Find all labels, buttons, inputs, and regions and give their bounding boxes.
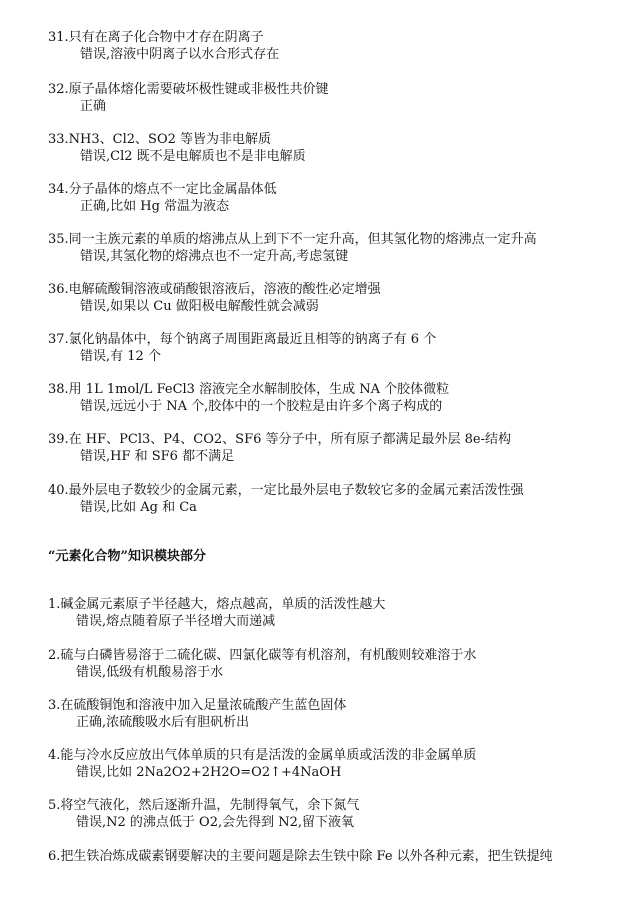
section-heading: “元素化合物”知识模块部分 bbox=[48, 549, 206, 564]
question-text: 32.原子晶体熔化需要破坏极性键或非极性共价键 bbox=[48, 82, 329, 97]
answer-text: 错误,如果以 Cu 做阳极电解酸性就会减弱 bbox=[80, 299, 319, 314]
question-text: 33.NH3、Cl2、SO2 等皆为非电解质 bbox=[48, 132, 271, 147]
question-text: 35.同一主族元素的单质的熔沸点从上到下不一定升高，但其氢化物的熔沸点一定升高 bbox=[48, 232, 537, 247]
answer-text: 错误,其氢化物的熔沸点也不一定升高,考虑氢键 bbox=[80, 249, 349, 264]
question-text: 36.电解硫酸铜溶液或硝酸银溶液后，溶液的酸性必定增强 bbox=[48, 282, 381, 297]
question-text: 6.把生铁冶炼成碳素钢要解决的主要问题是除去生铁中除 Fe 以外各种元素，把生铁提纯 bbox=[48, 849, 553, 864]
answer-text: 错误,熔点随着原子半径增大而递减 bbox=[76, 614, 276, 629]
answer-text: 错误,HF 和 SF6 都不满足 bbox=[80, 449, 235, 464]
answer-text: 正确 bbox=[80, 99, 107, 114]
question-text: 34.分子晶体的熔点不一定比金属晶体低 bbox=[48, 182, 277, 197]
question-text: 1.碱金属元素原子半径越大，熔点越高，单质的活泼性越大 bbox=[48, 597, 386, 612]
answer-text: 错误,远远小于 NA 个,胶体中的一个胶粒是由许多个离子构成的 bbox=[80, 399, 443, 414]
answer-text: 错误,比如 2Na2O2+2H2O=O2↑+4NaOH bbox=[76, 765, 342, 780]
answer-text: 正确,比如 Hg 常温为液态 bbox=[80, 199, 230, 214]
question-text: 3.在硫酸铜饱和溶液中加入足量浓硫酸产生蓝色固体 bbox=[48, 698, 347, 713]
question-text: 2.硫与白磷皆易溶于二硫化碳、四氯化碳等有机溶剂，有机酸则较难溶于水 bbox=[48, 648, 477, 663]
answer-text: 正确,浓硫酸吸水后有胆矾析出 bbox=[76, 715, 250, 730]
answer-text: 错误,Cl2 既不是电解质也不是非电解质 bbox=[80, 149, 306, 164]
question-text: 38.用 1L 1mol/L FeCl3 溶液完全水解制胶体，生成 NA 个胶体微粒 bbox=[48, 382, 450, 397]
question-text: 39.在 HF、PCl3、P4、CO2、SF6 等分子中，所有原子都满足最外层 8e-结构 bbox=[48, 432, 511, 447]
answer-text: 错误,低级有机酸易溶于水 bbox=[76, 665, 224, 680]
question-text: 4.能与冷水反应放出气体单质的只有是活泼的金属单质或活泼的非金属单质 bbox=[48, 748, 477, 763]
answer-text: 错误,N2 的沸点低于 O2,会先得到 N2,留下液氧 bbox=[76, 815, 355, 830]
question-text: 40.最外层电子数较少的金属元素，一定比最外层电子数较它多的金属元素活泼性强 bbox=[48, 483, 524, 498]
question-text: 5.将空气液化，然后逐渐升温，先制得氧气，余下氮气 bbox=[48, 798, 360, 813]
question-text: 31.只有在离子化合物中才存在阴离子 bbox=[48, 30, 264, 45]
answer-text: 错误,比如 Ag 和 Ca bbox=[80, 500, 197, 515]
question-text: 37.氯化钠晶体中，每个钠离子周围距离最近且相等的钠离子有 6 个 bbox=[48, 332, 437, 347]
answer-text: 错误,溶液中阴离子以水合形式存在 bbox=[80, 47, 280, 62]
answer-text: 错误,有 12 个 bbox=[80, 349, 161, 364]
